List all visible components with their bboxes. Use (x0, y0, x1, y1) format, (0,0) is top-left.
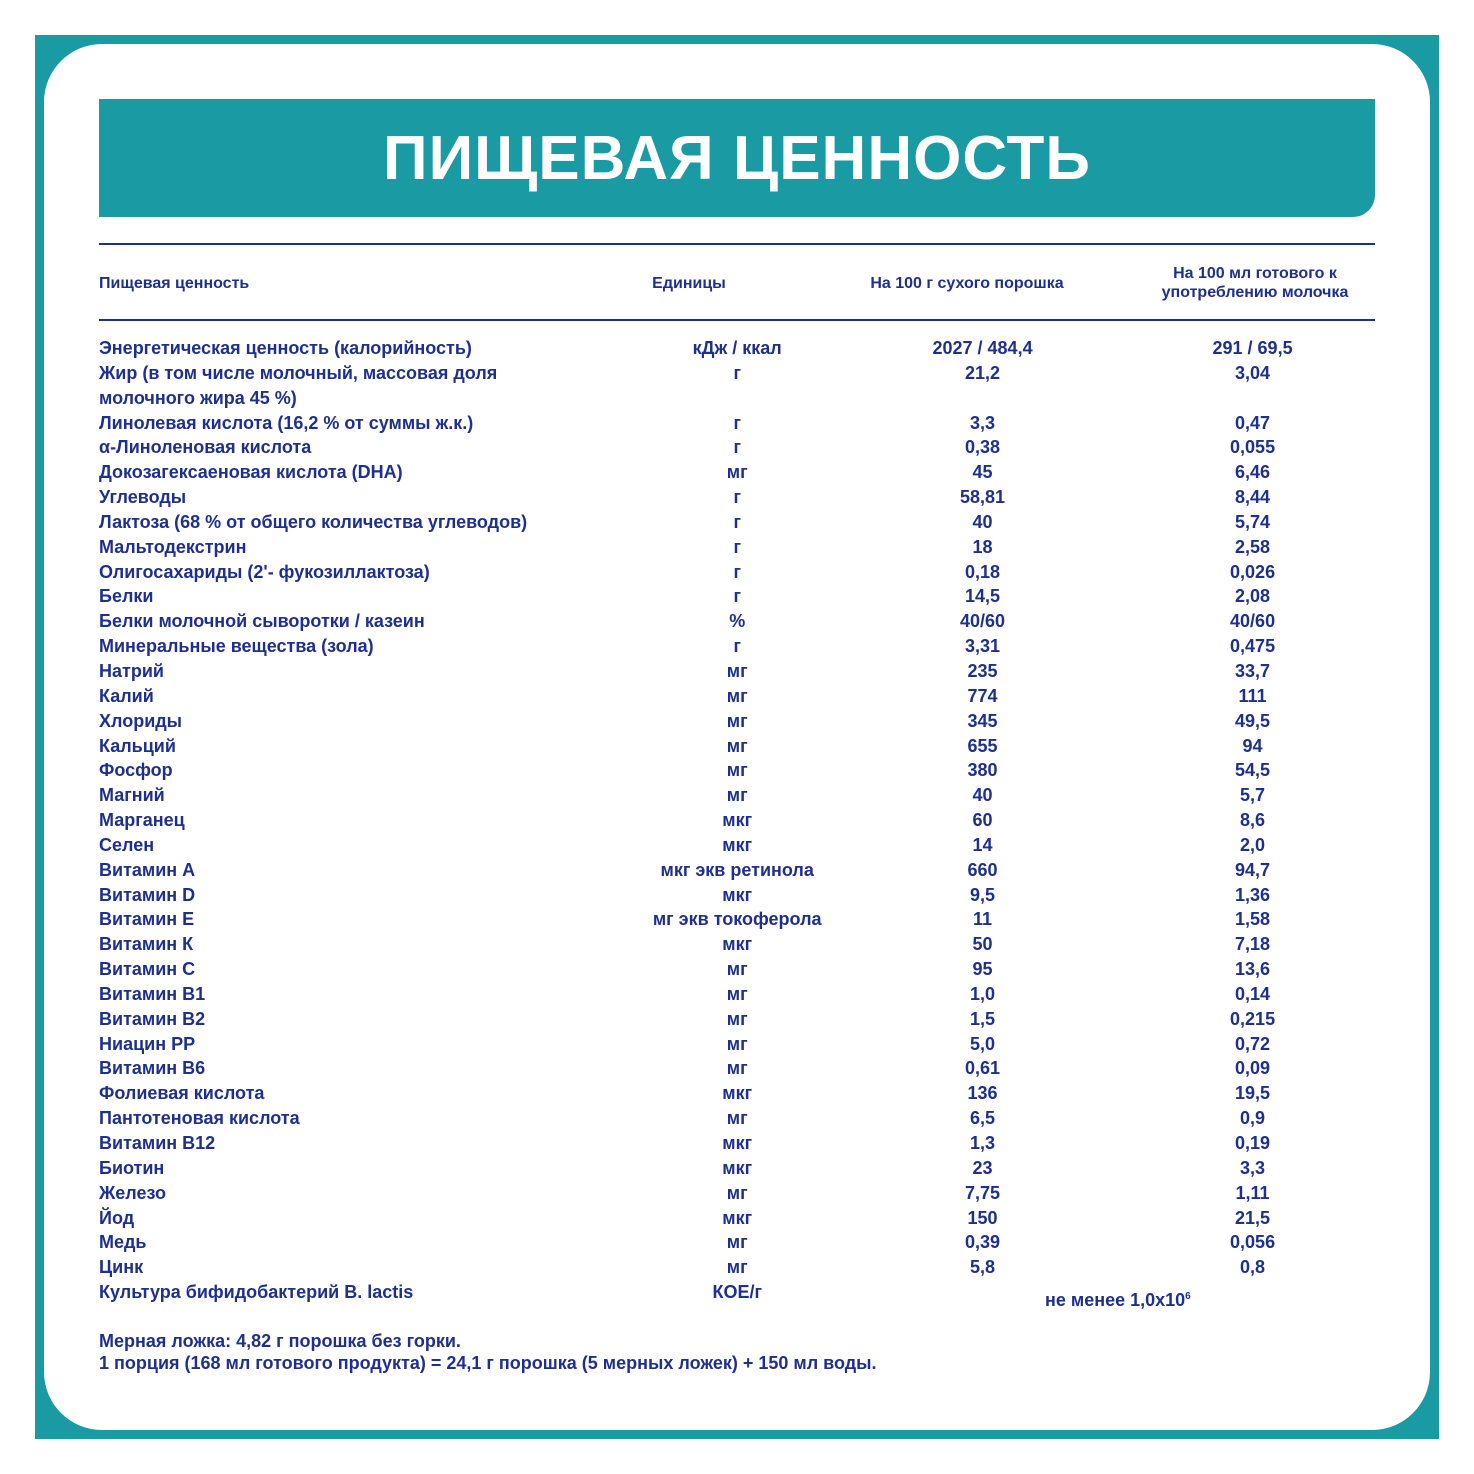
row-name: Кальций (99, 735, 176, 756)
table-row (99, 1056, 1375, 1081)
row-name: Докозагексаеновая кислота (DHA) (99, 462, 403, 483)
header-name: Пищевая ценность (99, 274, 250, 292)
footnote-portion: 1 порция (168 мл готового продукта) = 24,1 г порошка (5 мерных ложек) + 150 мл воды. (99, 1353, 877, 1373)
table-row (99, 411, 1375, 436)
row-unit: мг (726, 1257, 748, 1278)
row-name: Витамин В12 (99, 1133, 216, 1153)
row-per-100g: 5,8 (970, 1257, 996, 1278)
row-per-100g: 136 (967, 1083, 998, 1104)
row-unit: г (733, 636, 741, 657)
row-per-100ml: 291 / 69,5 (1212, 338, 1293, 358)
row-per-100ml: 0,14 (1235, 983, 1271, 1004)
table-row (99, 1255, 1375, 1280)
table-row (99, 1156, 1375, 1181)
row-name: Магний (99, 785, 165, 806)
row-per-100g: 9,5 (970, 884, 996, 905)
row-per-100g: 345 (967, 710, 998, 731)
row-unit: мг (726, 1232, 748, 1253)
table-row (99, 510, 1375, 535)
row-per-100g: 150 (967, 1207, 998, 1228)
row-unit: КОЕ/г (712, 1282, 762, 1303)
table-row (99, 684, 1375, 709)
row-name: Хлориды (99, 710, 183, 731)
row-name: Энергетическая ценность (калорийность) (99, 338, 472, 358)
row-unit: г (733, 362, 741, 383)
row-per-100ml: 7,18 (1235, 934, 1271, 955)
row-per-100ml: 111 (1238, 685, 1267, 706)
row-per-100ml: 2,58 (1235, 536, 1271, 557)
table-row (99, 336, 1375, 361)
row-unit: % (729, 611, 746, 632)
row-unit: мкг (722, 810, 753, 831)
table-row (99, 1230, 1375, 1255)
page-title: ПИЩЕВАЯ ЦЕННОСТЬ (383, 123, 1091, 193)
table-row (99, 858, 1375, 883)
row-per-100g: 3,3 (970, 412, 996, 433)
row-per-100ml: 0,475 (1230, 636, 1276, 657)
row-per-100ml: 3,04 (1235, 362, 1271, 383)
row-unit: г (733, 437, 741, 458)
row-per-100g: 45 (972, 462, 993, 483)
row-per-100g: 774 (967, 685, 998, 706)
row-per-100ml: 3,3 (1240, 1157, 1266, 1178)
row-unit: мкг (722, 834, 753, 855)
header-per-100ml: На 100 мл готового к употреблению молочка (1161, 265, 1349, 301)
row-per-100g: 1,5 (970, 1008, 996, 1029)
row-per-100g: 1,0 (970, 983, 996, 1004)
row-per-100g: 0,39 (965, 1232, 1001, 1253)
table-row (99, 758, 1375, 783)
row-name: Фосфор (99, 760, 173, 781)
row-unit: мг (726, 1182, 748, 1203)
row-per-100g: 0,61 (965, 1058, 1001, 1079)
row-name: Ниацин РР (99, 1033, 196, 1054)
row-name: Витамин С (99, 959, 196, 980)
row-per-100g: 40 (972, 785, 993, 806)
row-per-100ml: 5,7 (1240, 785, 1266, 806)
row-unit: г (733, 536, 741, 557)
row-per-100ml: 54,5 (1235, 760, 1271, 781)
row-per-100g: 23 (972, 1157, 993, 1178)
bifido-value (1045, 1290, 1191, 1311)
table-row (99, 734, 1375, 759)
table-row (99, 485, 1375, 510)
row-per-100g: 60 (972, 810, 993, 831)
table-row (99, 1007, 1375, 1032)
table-row (99, 907, 1375, 932)
table-row (99, 535, 1375, 560)
row-per-100g: 50 (972, 934, 993, 955)
row-unit: г (733, 561, 741, 582)
row-per-100g: 380 (967, 760, 998, 781)
row-per-100ml: 33,7 (1235, 660, 1271, 681)
row-per-100ml: 8,6 (1240, 810, 1266, 831)
row-per-100ml: 5,74 (1235, 511, 1271, 532)
row-unit: мг (726, 983, 748, 1004)
footnotes (99, 1330, 877, 1374)
row-per-100ml: 21,5 (1235, 1207, 1271, 1228)
row-per-100g: 14,5 (965, 586, 1001, 607)
table-row (99, 634, 1375, 659)
row-name: Фолиевая кислота (99, 1083, 265, 1104)
row-unit: г (733, 487, 741, 508)
row-per-100g: 0,38 (965, 437, 1001, 458)
row-unit: мкг (722, 1133, 753, 1153)
row-name: Калий (99, 685, 154, 706)
row-unit: мкг (722, 934, 753, 955)
nutrition-table (99, 336, 1375, 1305)
table-row (99, 1181, 1375, 1206)
row-per-100ml: 1,11 (1235, 1182, 1270, 1203)
row-per-100ml: 8,44 (1235, 487, 1271, 508)
row-unit: мг (726, 959, 748, 980)
row-per-100g: 3,31 (965, 636, 1001, 657)
row-per-100g: 95 (972, 959, 993, 980)
row-per-100g: 0,18 (965, 561, 1001, 582)
table-row (99, 982, 1375, 1007)
row-per-100ml: 1,36 (1235, 884, 1271, 905)
table-row (99, 709, 1375, 734)
table-row (99, 808, 1375, 833)
row-per-100ml: 19,5 (1235, 1083, 1271, 1104)
table-row (99, 584, 1375, 609)
row-per-100ml: 0,026 (1230, 561, 1276, 582)
row-name: Витамин К (99, 934, 194, 955)
table-row (99, 435, 1375, 460)
row-unit: мг (726, 1108, 748, 1129)
row-unit: мг (726, 1058, 748, 1079)
table-row (99, 932, 1375, 957)
row-per-100ml: 0,19 (1235, 1133, 1271, 1153)
table-row (99, 460, 1375, 485)
row-unit: мг (726, 785, 748, 806)
row-per-100g: 5,0 (970, 1033, 996, 1054)
row-name: Селен (99, 834, 155, 855)
row-per-100g: 14 (972, 834, 993, 855)
row-per-100ml: 1,58 (1235, 909, 1271, 930)
row-unit: мг (726, 462, 748, 483)
row-unit: мг (726, 685, 748, 706)
row-per-100g: 21,2 (965, 362, 1001, 383)
table-row (99, 1206, 1375, 1231)
row-name: Пантотеновая кислота (99, 1108, 300, 1129)
row-per-100g: 660 (967, 859, 998, 880)
table-row (99, 957, 1375, 982)
table-row (99, 783, 1375, 808)
row-unit: мкг (722, 884, 753, 905)
table-row (99, 1032, 1375, 1057)
row-unit: мг экв токоферола (652, 909, 822, 930)
row-per-100ml: 40/60 (1230, 611, 1276, 632)
row-name: Витамин В6 (99, 1058, 206, 1079)
table-row (99, 560, 1375, 585)
row-per-100ml: 0,9 (1240, 1108, 1266, 1129)
header-per-100g: На 100 г сухого порошка (870, 274, 1064, 292)
row-name: Витамин А (99, 859, 196, 880)
row-unit: мкг (722, 1207, 753, 1228)
row-per-100ml: 2,08 (1235, 586, 1271, 607)
row-per-100ml: 94 (1242, 735, 1263, 756)
row-unit: мг (726, 735, 748, 756)
row-unit: мкг (722, 1083, 753, 1104)
header-unit: Единицы (652, 274, 726, 292)
row-name: Биотин (99, 1157, 165, 1178)
row-name: Линолевая кислота (16,2 % от суммы ж.к.) (99, 412, 474, 433)
row-per-100ml: 0,09 (1235, 1058, 1271, 1079)
row-per-100g: 655 (967, 735, 998, 756)
row-unit: мг (726, 710, 748, 731)
row-per-100g: 40 (972, 511, 993, 532)
row-per-100ml: 0,8 (1240, 1257, 1266, 1278)
table-row (99, 833, 1375, 858)
row-per-100g: 1,3 (970, 1133, 996, 1153)
row-unit: мкг (722, 1157, 753, 1178)
row-per-100ml: 49,5 (1235, 710, 1271, 731)
row-name: Мальтодекстрин (99, 536, 247, 557)
row-unit: кДж / ккал (692, 338, 782, 358)
row-name: Йод (99, 1207, 135, 1228)
row-name: Лактоза (68 % от общего количества углеводов) (99, 511, 528, 532)
table-row (99, 361, 1375, 411)
row-per-100g: 18 (972, 536, 993, 557)
row-name: Белки (99, 586, 154, 607)
row-per-100ml: 94,7 (1235, 859, 1271, 880)
bifido-exponent: 6 (1185, 1291, 1191, 1302)
row-name: Витамин Е (99, 909, 195, 930)
row-name: Углеводы (99, 487, 187, 508)
row-unit: мг (726, 760, 748, 781)
row-per-100ml: 0,056 (1230, 1232, 1276, 1253)
row-per-100ml: 6,46 (1235, 462, 1271, 483)
row-unit: мг (726, 1033, 748, 1054)
row-per-100g: 235 (967, 660, 998, 681)
row-per-100g: 58,81 (960, 487, 1006, 508)
row-unit: г (733, 586, 741, 607)
header-top-rule (99, 243, 1375, 245)
table-row (99, 1131, 1375, 1156)
row-per-100ml: 0,055 (1230, 437, 1276, 458)
row-name: Культура бифидобактерий B. lactis (99, 1282, 414, 1303)
row-per-100ml: 0,215 (1230, 1008, 1276, 1029)
table-row (99, 1081, 1375, 1106)
table-row (99, 609, 1375, 634)
row-unit: мг (726, 660, 748, 681)
row-per-100g: 40/60 (960, 611, 1006, 632)
row-per-100ml: 13,6 (1235, 959, 1271, 980)
row-name: Жир (в том числе молочный, массовая доля молочного жира 45 %) (99, 362, 498, 408)
table-row (99, 659, 1375, 684)
row-per-100ml: 2,0 (1240, 834, 1266, 855)
row-per-100g: 11 (973, 909, 993, 930)
row-name: Железо (99, 1182, 166, 1203)
row-name: Натрий (99, 660, 164, 681)
table-row (99, 883, 1375, 908)
row-unit: г (733, 412, 741, 433)
table-row (99, 1106, 1375, 1131)
row-name: α-Линоленовая кислота (99, 437, 312, 458)
row-name: Цинк (99, 1257, 144, 1278)
row-name: Витамин В1 (99, 983, 206, 1004)
row-per-100ml: 0,47 (1235, 412, 1271, 433)
row-name: Витамин D (99, 884, 196, 905)
row-unit: г (733, 511, 741, 532)
row-name: Минеральные вещества (зола) (99, 636, 374, 657)
row-name: Олигосахариды (2'- фукозиллактоза) (99, 561, 430, 582)
header-bottom-rule (99, 319, 1375, 321)
row-per-100ml: 0,72 (1235, 1033, 1271, 1054)
bifido-value-text: не менее 1,0х10 (1045, 1290, 1186, 1310)
footnote-scoop: Мерная ложка: 4,82 г порошка без горки. (99, 1331, 461, 1351)
row-name: Витамин В2 (99, 1008, 206, 1029)
row-unit: мг (726, 1008, 748, 1029)
row-unit: мкг экв ретинола (660, 859, 814, 880)
title-banner (99, 99, 1375, 217)
row-name: Белки молочной сыворотки / казеин (99, 611, 425, 632)
row-name: Марганец (99, 810, 185, 831)
row-per-100g: 2027 / 484,4 (932, 338, 1033, 358)
row-per-100g: 7,75 (965, 1182, 1001, 1203)
row-per-100g: 6,5 (970, 1108, 996, 1129)
row-name: Медь (99, 1232, 147, 1253)
